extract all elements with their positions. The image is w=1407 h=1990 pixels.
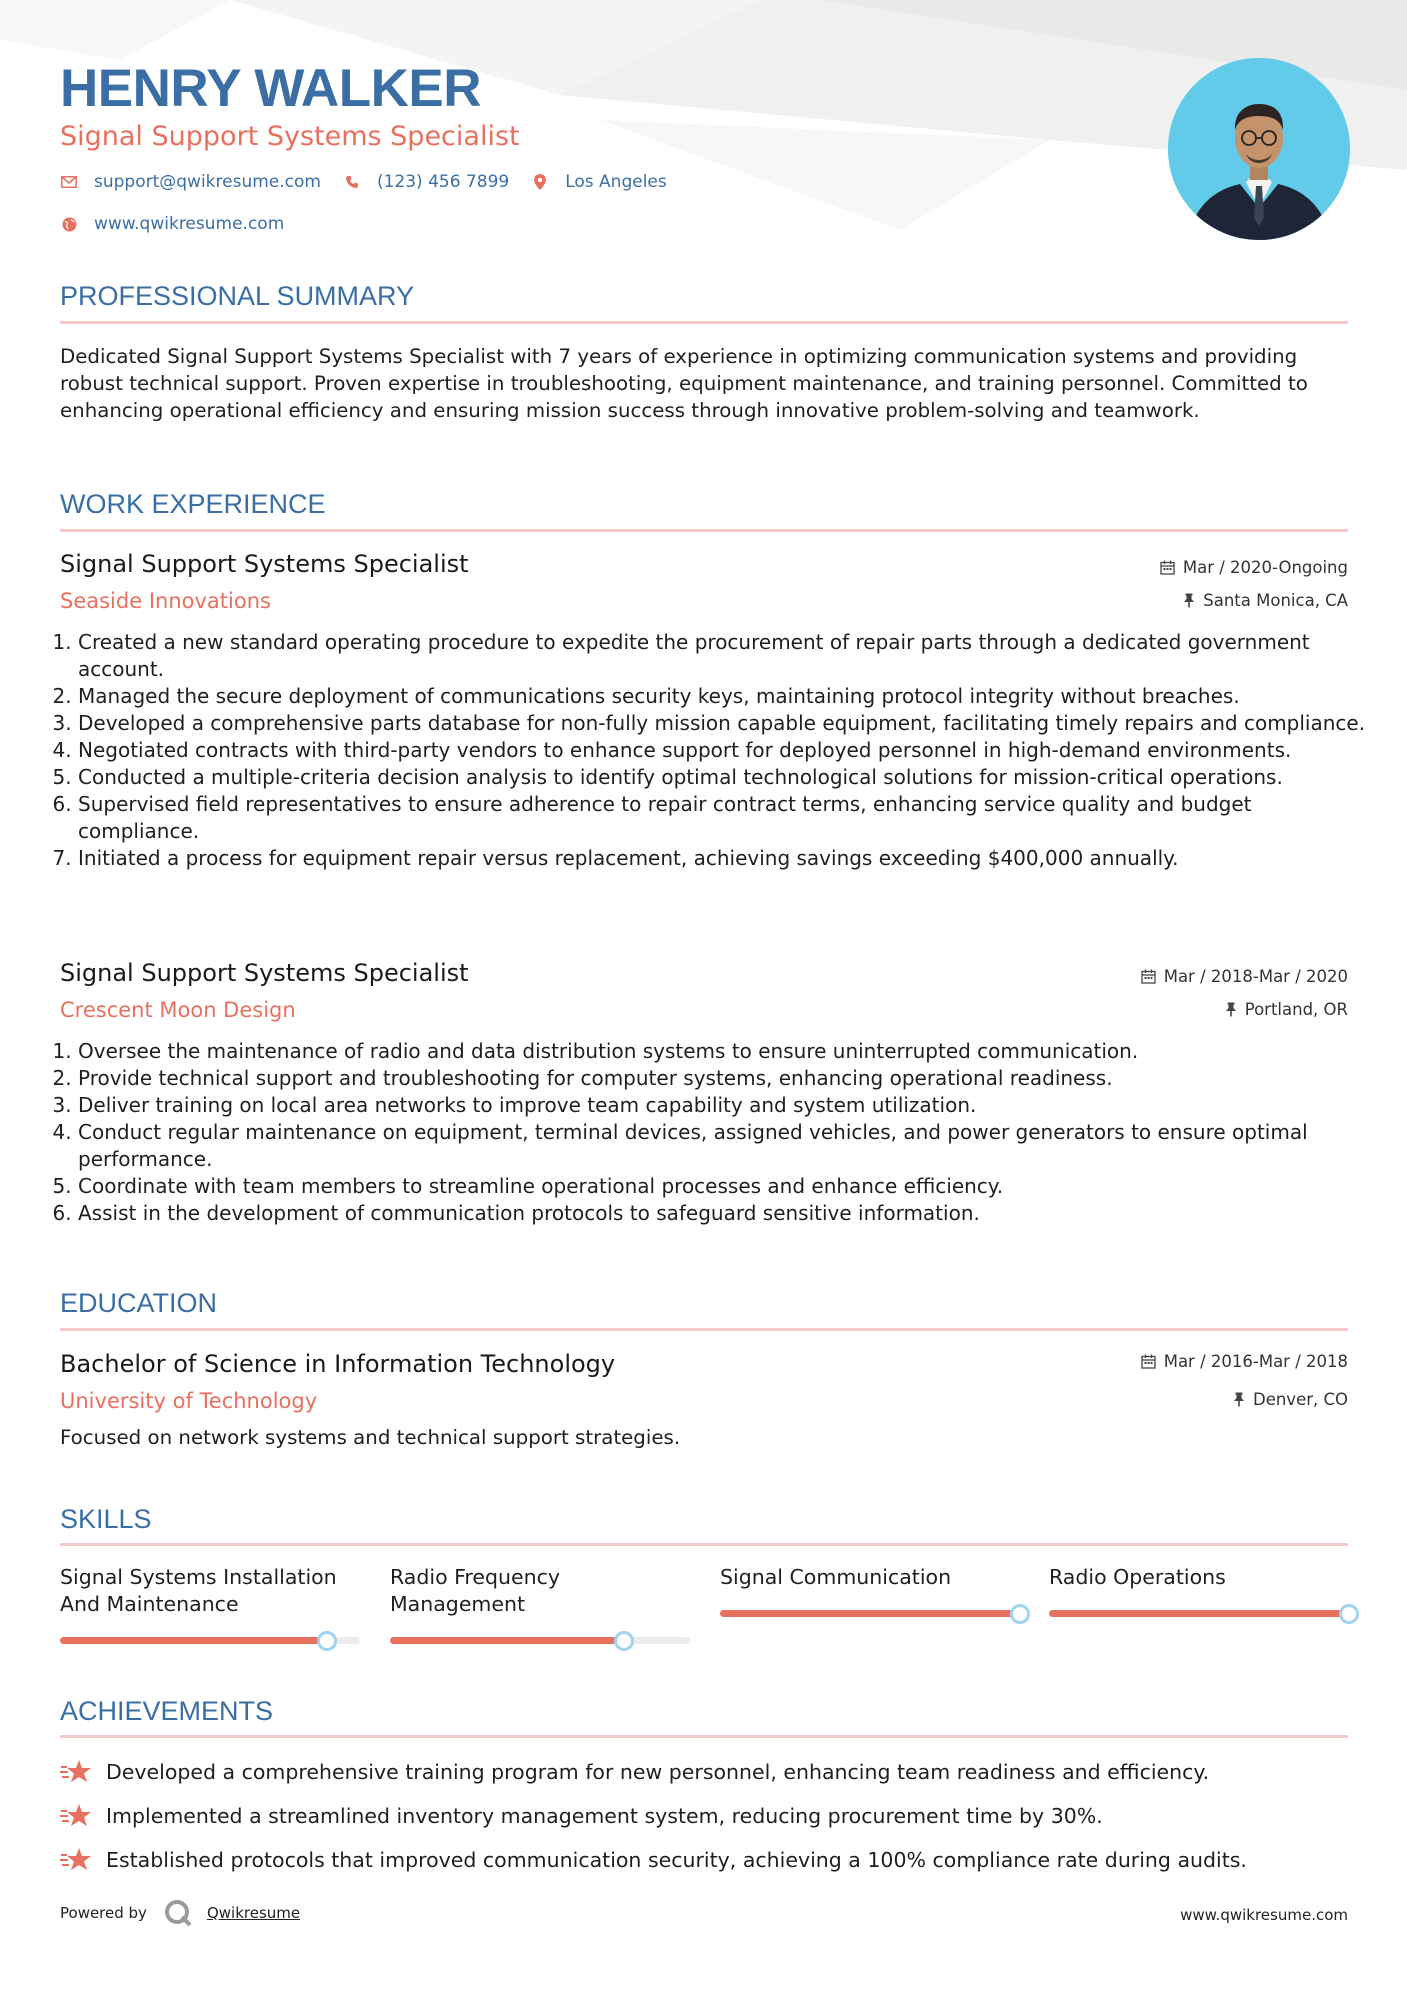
candidate-name: HENRY WALKER [60,59,481,118]
star-icon [60,1802,92,1830]
job-1-role: Signal Support Systems Specialist [60,550,469,578]
list-item: 1. Oversee the maintenance of radio and data distribution systems to ensure uninterrupted communication. [78,1038,1368,1065]
list-item: 4. Conduct regular maintenance on equipment, terminal devices, assigned vehicles, and power generators to ensure optimal performance. [78,1119,1368,1173]
job-1-location-text: Santa Monica, CA [1203,591,1348,610]
education-degree: Bachelor of Science in Information Technology [60,1350,616,1378]
list-item: 7. Initiated a process for equipment repair versus replacement, achieving savings exceeding $400,000 annually. [78,845,1368,872]
phone-icon [343,173,361,191]
skill-item [60,1564,360,1618]
footer-branding [60,1898,300,1928]
education-divider [60,1328,1348,1331]
star-icon [60,1758,92,1786]
achievement-text: Established protocols that improved communication security, achieving a 100% compliance rate during audits. [106,1847,1247,1872]
profile-photo [1168,58,1350,240]
job-1-date-text: Mar / 2020-Ongoing [1182,558,1348,577]
job-2-company: Crescent Moon Design [60,998,296,1022]
education-description: Focused on network systems and technical support strategies. [60,1426,681,1449]
skill-bar-fill [390,1637,624,1644]
achievement-item [60,1802,1103,1830]
list-item: 2. Managed the secure deployment of communications security keys, maintaining protocol integrity without breaches. [78,683,1368,710]
achievement-text: Developed a comprehensive training program for new personnel, enhancing team readiness and efficiency. [106,1759,1210,1784]
calendar-icon [1141,1354,1156,1369]
list-item: 3. Developed a comprehensive parts database for non-fully mission capable equipment, facilitating timely repairs and compliance. [78,710,1368,737]
job-2-location-text: Portland, OR [1244,1000,1348,1019]
list-item: 2. Provide technical support and troubleshooting for computer systems, enhancing operational readiness. [78,1065,1368,1092]
skill-bar-knob [614,1631,634,1651]
achievements-divider [60,1735,1348,1738]
skill-bar-knob [1339,1604,1359,1624]
job-2-bullets [60,1038,1368,1227]
skill-bar-fill [720,1610,1020,1617]
education-location [1233,1390,1348,1409]
phone-text: (123) 456 7899 [376,172,510,192]
pin-icon [1233,1392,1245,1407]
footer-url[interactable]: www.qwikresume.com [1180,1906,1348,1924]
skill-bar [60,1637,360,1644]
job-2-role: Signal Support Systems Specialist [60,959,469,987]
job-1-location [1183,591,1348,610]
qwikresume-link[interactable]: Qwikresume [206,1904,301,1922]
skill-bar [390,1637,690,1644]
skills-divider [60,1543,1348,1546]
list-item: 3. Deliver training on local area networks to improve team capability and system utilization. [78,1092,1368,1119]
skill-item [720,1564,1020,1591]
pin-icon [1183,593,1195,608]
skill-label: Radio Frequency Management [390,1565,561,1616]
skill-bar [1049,1610,1349,1617]
calendar-icon [1160,560,1175,575]
skill-label: Radio Operations [1049,1565,1226,1589]
list-item: 6. Supervised field representatives to ensure adherence to repair contract terms, enhancing service quality and budget compliance. [78,791,1368,845]
contact-row-secondary [60,214,306,234]
achievement-item [60,1846,1247,1874]
job-1-company: Seaside Innovations [60,589,271,613]
powered-by-text: Powered by [60,1904,147,1922]
job-2-date [1141,967,1348,986]
list-item: 6. Assist in the development of communication protocols to safeguard sensitive information. [78,1200,1368,1227]
education-date [1141,1352,1348,1371]
job-2-location [1225,1000,1348,1019]
qwikresume-logo-icon [163,1898,193,1928]
education-location-text: Denver, CO [1252,1390,1348,1409]
skill-item [390,1564,690,1618]
education-heading: EDUCATION [60,1288,218,1318]
globe-icon [60,215,78,233]
contact-row-primary [60,172,689,192]
email-link[interactable]: support@qwikresume.com [94,172,321,192]
experience-heading: WORK EXPERIENCE [60,489,326,519]
skill-bar-knob [317,1631,337,1651]
job-2-date-text: Mar / 2018-Mar / 2020 [1163,967,1348,986]
education-school: University of Technology [60,1389,318,1413]
skill-label: Signal Communication [720,1565,952,1589]
summary-text: Dedicated Signal Support Systems Specialist with 7 years of experience in optimizing communication systems and providing robust technical support. Proven expertise in troubleshooting, equipment maintenance, and training personnel. Committed to enhancing operational efficiency and ensuring mission success through innovative problem-solving and teamwork. [60,345,1308,422]
list-item: 5. Coordinate with team members to streamline operational processes and enhance efficiency. [78,1173,1368,1200]
list-item: 4. Negotiated contracts with third-party vendors to enhance support for deployed personnel in high-demand environments. [78,737,1368,764]
skill-bar-fill [60,1637,327,1644]
map-pin-icon [531,173,549,191]
website-link[interactable]: www.qwikresume.com [94,214,285,234]
skill-bar-knob [1010,1604,1030,1624]
candidate-title: Signal Support Systems Specialist [60,121,520,152]
skill-bar-fill [1049,1610,1349,1617]
calendar-icon [1141,969,1156,984]
star-icon [60,1846,92,1874]
skill-bar [720,1610,1020,1617]
pin-icon [1225,1002,1237,1017]
summary-heading: PROFESSIONAL SUMMARY [60,281,415,311]
summary-divider [60,321,1348,324]
achievement-text: Implemented a streamlined inventory management system, reducing procurement time by 30%. [106,1803,1103,1828]
achievement-item [60,1758,1209,1786]
list-item: 1. Created a new standard operating procedure to expedite the procurement of repair parts through a dedicated government account. [78,629,1368,683]
mail-icon [60,173,78,191]
achievements-heading: ACHIEVEMENTS [60,1696,274,1726]
location-text: Los Angeles [565,172,667,192]
skills-heading: SKILLS [60,1504,152,1534]
job-1-bullets [60,629,1368,872]
job-1-date [1160,558,1348,577]
skill-label: Signal Systems Installation And Maintenance [60,1565,337,1616]
education-date-text: Mar / 2016-Mar / 2018 [1163,1352,1348,1371]
list-item: 5. Conducted a multiple-criteria decision analysis to identify optimal technological solutions for mission-critical operations. [78,764,1368,791]
experience-divider [60,529,1348,532]
skill-item [1049,1564,1349,1591]
